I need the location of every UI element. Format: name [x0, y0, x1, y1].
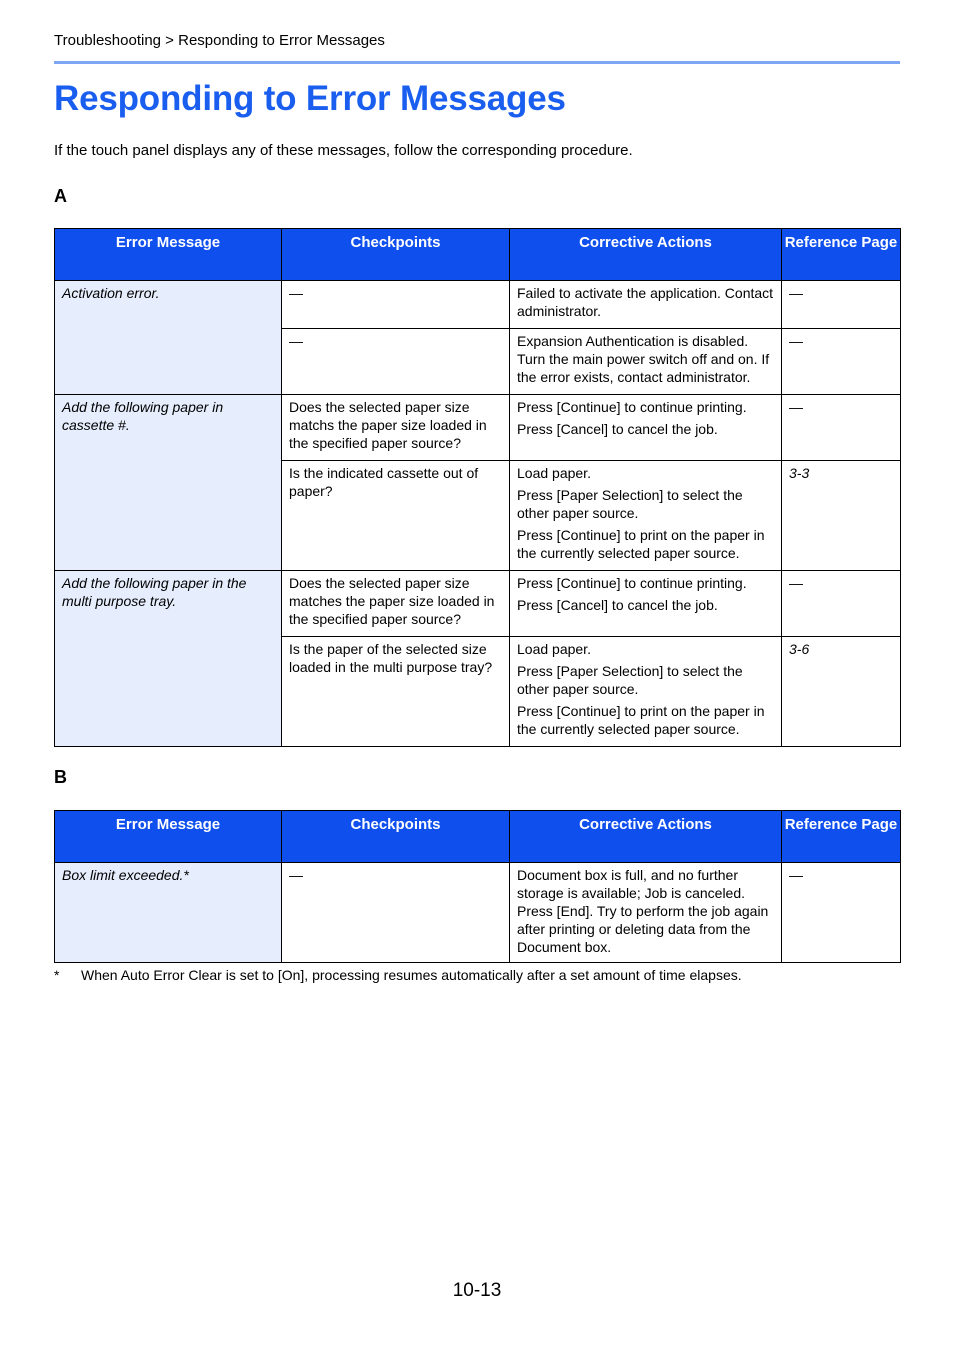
action-text: Press [Continue] to print on the paper in the currently selected paper source. [517, 527, 765, 561]
action-text: Document box is full, and no further storage is available; Job is canceled. Press [End]. Try to perform the job again after printing or deleting data from the Document box. [517, 867, 769, 955]
action-text: Press [Cancel] to cancel the job. [517, 421, 718, 437]
action-text: Load paper. [517, 641, 591, 657]
reference-page-cell: 3-6 [782, 637, 901, 747]
action-text: Press [Continue] to continue printing. [517, 575, 747, 591]
action-text: Failed to activate the application. Contact administrator. [517, 285, 774, 319]
checkpoint-cell: — [282, 863, 510, 963]
table-row [55, 395, 901, 461]
footnote [54, 967, 742, 983]
error-message-cell: Box limit exceeded.* [55, 863, 282, 963]
header-reference-page: Reference Page [782, 229, 901, 281]
action-text: Expansion Authentication is disabled. Turn the main power switch off and on. If the error exists, contact administrator. [517, 333, 770, 385]
corrective-action-cell [510, 637, 782, 747]
header-rule [54, 61, 900, 64]
corrective-action-cell [510, 571, 782, 637]
table-row [55, 281, 901, 329]
header-checkpoints: Checkpoints [282, 811, 510, 863]
page-number: 10-13 [452, 1280, 502, 1301]
table-row [55, 571, 901, 637]
corrective-action-cell [510, 395, 782, 461]
checkpoint-cell: Is the paper of the selected size loaded in the multi purpose tray? [282, 637, 510, 747]
error-table-a [54, 228, 901, 747]
reference-page-cell: — [782, 863, 901, 963]
header-corrective-actions: Corrective Actions [510, 811, 782, 863]
header-reference-page: Reference Page [782, 811, 901, 863]
corrective-action-cell [510, 329, 782, 395]
error-table-b [54, 810, 901, 963]
intro-text: If the touch panel displays any of these messages, follow the corresponding procedure. [54, 142, 633, 159]
error-message-cell: Activation error. [55, 281, 282, 395]
action-text: Press [Paper Selection] to select the other paper source. [517, 663, 743, 697]
action-text: Press [Continue] to continue printing. [517, 399, 747, 415]
breadcrumb: Troubleshooting > Responding to Error Messages [54, 32, 385, 49]
checkpoint-cell: — [282, 281, 510, 329]
action-text: Load paper. [517, 465, 591, 481]
reference-page-cell: — [782, 329, 901, 395]
page-title: Responding to Error Messages [54, 79, 566, 118]
footnote-text: When Auto Error Clear is set to [On], processing resumes automatically after a set amount of time elapses. [81, 967, 742, 983]
footnote-mark: * [54, 967, 60, 983]
action-text: Press [Continue] to print on the paper in the currently selected paper source. [517, 703, 765, 737]
action-text: Press [Cancel] to cancel the job. [517, 597, 718, 613]
section-a-heading: A [54, 186, 67, 206]
checkpoint-cell: Does the selected paper size matches the paper size loaded in the specified paper source? [282, 571, 510, 637]
header-corrective-actions: Corrective Actions [510, 229, 782, 281]
error-message-cell: Add the following paper in the multi purpose tray. [55, 571, 282, 747]
table-row [55, 863, 901, 963]
checkpoint-cell: — [282, 329, 510, 395]
reference-page-cell: — [782, 281, 901, 329]
section-b-heading: B [54, 767, 67, 787]
corrective-action-cell [510, 461, 782, 571]
action-text: Press [Paper Selection] to select the other paper source. [517, 487, 743, 521]
reference-page-cell: — [782, 571, 901, 637]
checkpoint-cell: Is the indicated cassette out of paper? [282, 461, 510, 571]
header-error-message: Error Message [55, 811, 282, 863]
corrective-action-cell [510, 281, 782, 329]
header-checkpoints: Checkpoints [282, 229, 510, 281]
error-message-cell: Add the following paper in cassette #. [55, 395, 282, 571]
checkpoint-cell: Does the selected paper size matchs the paper size loaded in the specified paper source? [282, 395, 510, 461]
corrective-action-cell [510, 863, 782, 963]
header-error-message: Error Message [55, 229, 282, 281]
reference-page-cell: — [782, 395, 901, 461]
reference-page-cell: 3-3 [782, 461, 901, 571]
